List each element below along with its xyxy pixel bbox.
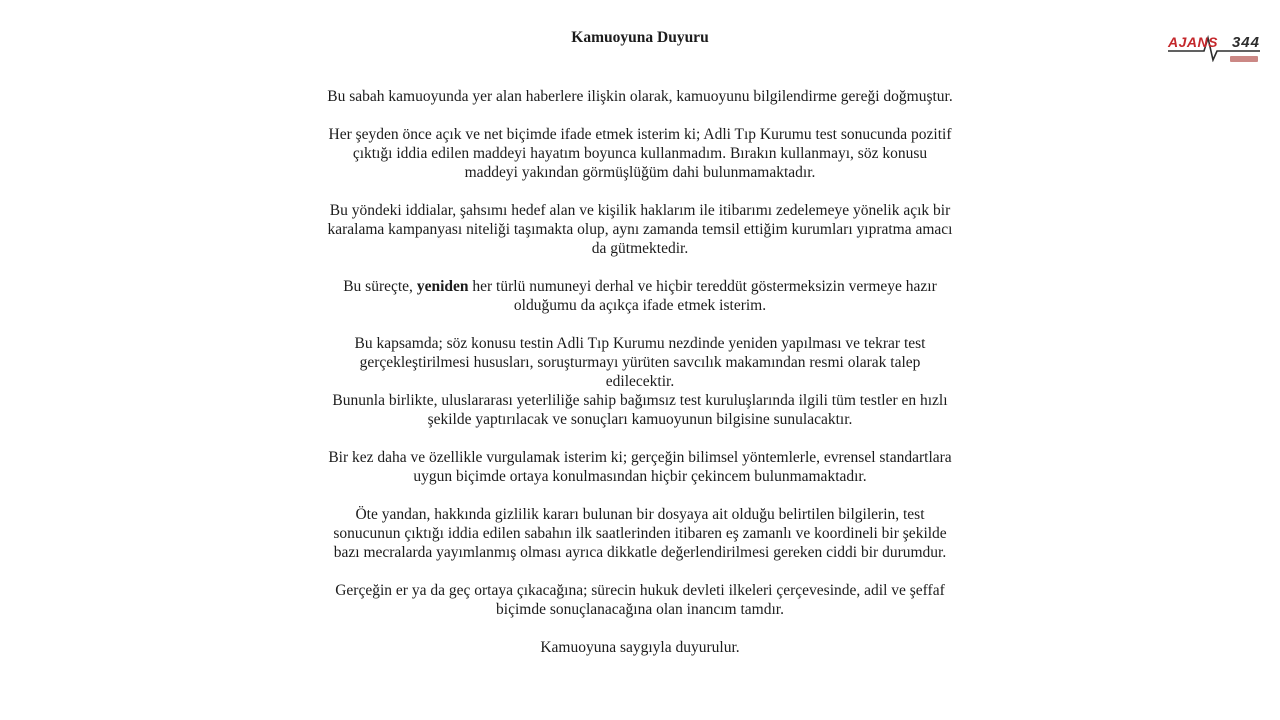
announcement-body bbox=[326, 0, 954, 657]
paragraph-scientific-methods: Bir kez daha ve özellikle vurgulamak isterim ki; gerçeğin bilimsel yöntemlerle, evrensel standartlara uygun biçimde ortaya konulmasından hiçbir çekincem bulunmamaktadır. bbox=[328, 449, 952, 485]
paragraph-smear-campaign: Bu yöndeki iddialar, şahsımı hedef alan ve kişilik haklarım ile itibarımı zedelemeye yönelik açık bir karalama kampanyası niteliği taşımakta olup, aynı zamanda temsil ettiğim kurumları yıpratma amacı da gütmektedir. bbox=[327, 202, 953, 257]
paragraph-retest-request bbox=[326, 334, 954, 429]
paragraph-sample-offer-before: Bu süreçte, bbox=[343, 278, 417, 295]
logo-text-row bbox=[1168, 34, 1260, 52]
paragraph-retest-request-line1: Bu kapsamda; söz konusu testin Adli Tıp Kurumu nezdinde yeniden yapılması ve tekrar test gerçekleştirilmesi hususları, soruşturmayı yürüten savcılık makamından resmi olarak talep edilecektir. bbox=[354, 335, 926, 390]
logo-badge bbox=[1230, 56, 1258, 62]
logo-text-344: 344 bbox=[1231, 34, 1260, 51]
paragraph-sample-offer-bold: yeniden bbox=[416, 278, 469, 295]
paragraph-retest-request-line2: Bununla birlikte, uluslararası yeterliliğe sahip bağımsız test kuruluşlarında ilgili tüm testler en hızlı şekilde yaptırılacak ve sonuçları kamuoyunun bilgisine sunulacaktır. bbox=[332, 392, 948, 428]
paragraph-intro: Bu sabah kamuoyunda yer alan haberlere ilişkin olarak, kamuoyunu bilgilendirme gereği doğmuştur. bbox=[327, 88, 953, 105]
logo-text-ajans: AJANS bbox=[1168, 34, 1218, 50]
paragraph-sample-offer bbox=[326, 277, 954, 315]
ajans344-logo bbox=[1168, 34, 1260, 66]
paragraph-trust-in-justice: Gerçeğin er ya da geç ortaya çıkacağına; sürecin hukuk devleti ilkeleri çerçevesinde, adil ve şeffaf biçimde sonuçlanacağına olan inancım tamdır. bbox=[335, 582, 945, 618]
page-title: Kamuoyuna Duyuru bbox=[571, 29, 709, 46]
closing-line: Kamuoyuna saygıyla duyurulur. bbox=[540, 639, 740, 656]
paragraph-denial: Her şeyden önce açık ve net biçimde ifade etmek isterim ki; Adli Tıp Kurumu test sonucunda pozitif çıktığı iddia edilen maddeyi hayatım boyunca kullanmadım. Bırakın kullanmayı, söz konusu maddeyi yakından görmüşlüğüm dahi bulunmamaktadır. bbox=[328, 126, 952, 181]
paragraph-confidentiality-concern: Öte yandan, hakkında gizlilik kararı bulunan bir dosyaya ait olduğu belirtilen bilgilerin, test sonucunun çıktığı iddia edilen sabahın ilk saatlerinden itibaren eş zamanlı ve koordineli bir şekilde bazı mecralarda yayımlanmış olması ayrıca dikkatle değerlendirilmesi gereken ciddi bir durumdur. bbox=[333, 506, 947, 561]
paragraph-sample-offer-after: her türlü numuneyi derhal ve hiçbir tereddüt göstermeksizin vermeye hazır olduğumu da açıkça ifade etmek isterim. bbox=[468, 278, 937, 314]
